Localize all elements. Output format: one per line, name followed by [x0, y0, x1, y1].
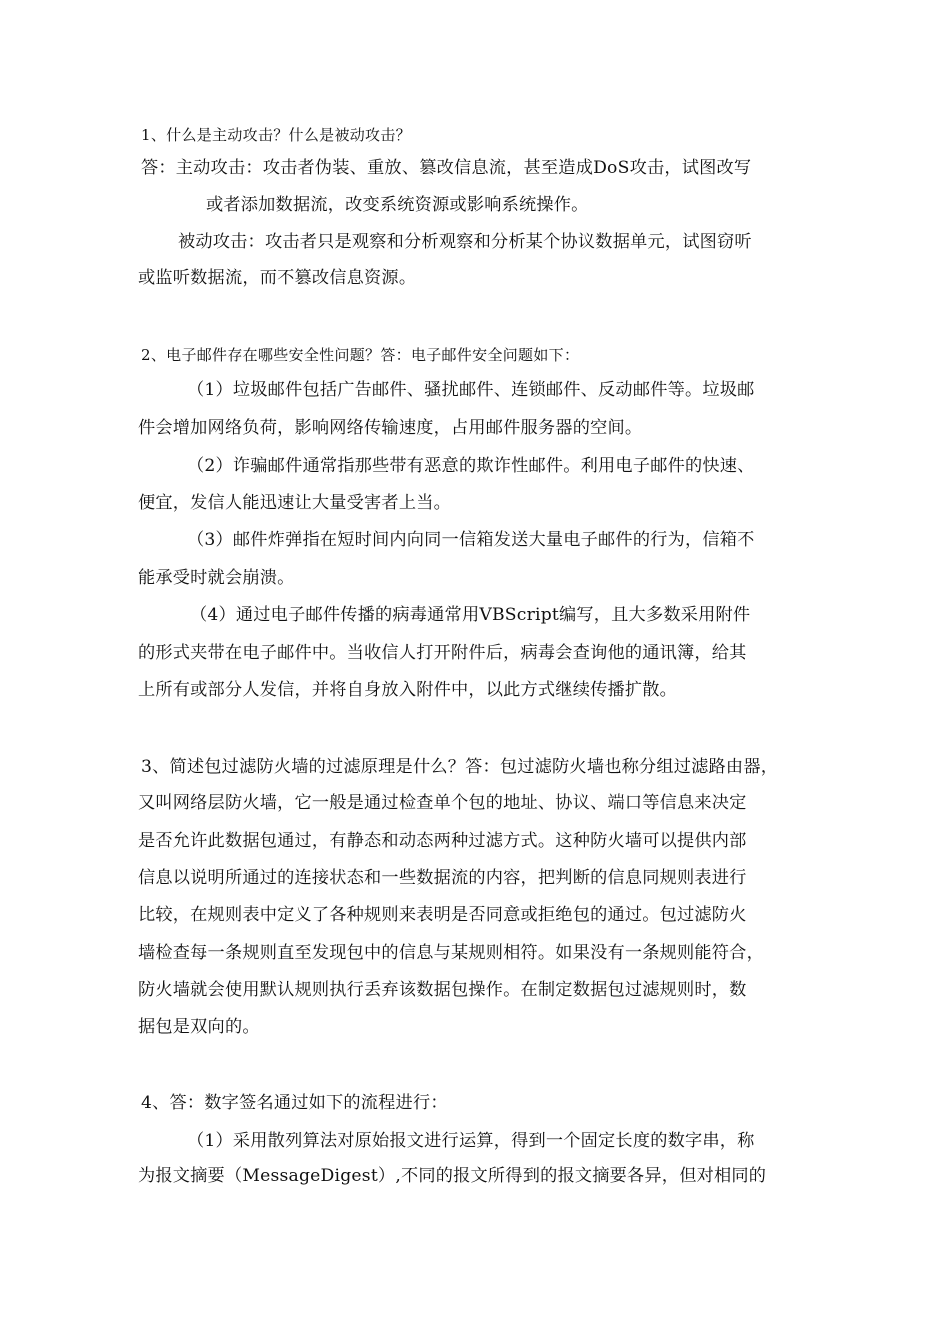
answer-2-item-3-line-1: （3）邮件炸弹指在短时间内向同一信箱发送大量电子邮件的行为，信箱不 [187, 530, 755, 550]
answer-2-item-1-line-2: 件会增加网络负荷，影响网络传输速度，占用邮件服务器的空间。 [138, 418, 643, 438]
answer-4-item-1-line-1: （1）采用散列算法对原始报文进行运算，得到一个固定长度的数字串，称 [187, 1131, 755, 1151]
answer-2-item-3-line-2: 能承受时就会崩溃。 [138, 568, 295, 588]
answer-3-line-3: 是否允许此数据包通过，有静态和动态两种过滤方式。这种防火墙可以提供内部 [138, 831, 747, 851]
answer-1-line-3: 被动攻击：攻击者只是观察和分析观察和分析某个协议数据单元，试图窃听 [178, 232, 752, 252]
answer-2-item-1-line-1: （1）垃圾邮件包括广告邮件、骚扰邮件、连锁邮件、反动邮件等。垃圾邮 [187, 380, 755, 400]
answer-2-item-4-line-2: 的形式夹带在电子邮件中。当收信人打开附件后，病毒会查询他的通讯簿，给其 [138, 643, 747, 663]
question-2: 2、电子邮件存在哪些安全性问题？答：电子邮件安全问题如下： [141, 346, 580, 364]
answer-2-item-2-line-2: 便宜，发信人能迅速让大量受害者上当。 [138, 493, 451, 513]
answer-3-line-8: 据包是双向的。 [138, 1017, 260, 1037]
answer-3-line-7: 防火墙就会使用默认规则执行丢弃该数据包操作。在制定数据包过滤规则时，数 [138, 980, 747, 1000]
answer-3-line-5: 比较，在规则表中定义了各种规则来表明是否同意或拒绝包的通过。包过滤防火 [138, 905, 747, 925]
answer-2-item-2-line-1: （2）诈骗邮件通常指那些带有恶意的欺诈性邮件。利用电子邮件的快速、 [187, 456, 755, 476]
answer-4-item-1-line-2: 为报文摘要（MessageDigest）,不同的报文所得到的报文摘要各异，但对相同的 [138, 1166, 767, 1186]
answer-1-line-1: 答：主动攻击：攻击者伪装、重放、篡改信息流，甚至造成DoS攻击，试图改写 [141, 158, 752, 178]
answer-3-line-2: 又叫网络层防火墙，它一般是通过检查单个包的地址、协议、端口等信息来决定 [138, 793, 747, 813]
answer-3-line-6: 墙检查每一条规则直至发现包中的信息与某规则相符。如果没有一条规则能符合， [138, 943, 764, 963]
question-1: 1、什么是主动攻击？什么是被动攻击？ [141, 126, 411, 144]
question-4: 4、答：数字签名通过如下的流程进行： [141, 1093, 448, 1113]
question-3-line-1: 3、简述包过滤防火墙的过滤原理是什么？答：包过滤防火墙也称分组过滤路由器， [141, 757, 779, 777]
answer-3-line-4: 信息以说明所通过的连接状态和一些数据流的内容，把判断的信息同规则表进行 [138, 868, 747, 888]
answer-2-item-4-line-3: 上所有或部分人发信，并将自身放入附件中，以此方式继续传播扩散。 [138, 680, 678, 700]
answer-2-item-4-line-1: （4）通过电子邮件传播的病毒通常用VBScript编写，且大多数采用附件 [190, 605, 751, 625]
answer-1-line-4: 或监听数据流，而不篡改信息资源。 [138, 268, 417, 288]
answer-1-line-2: 或者添加数据流，改变系统资源或影响系统操作。 [206, 195, 589, 215]
